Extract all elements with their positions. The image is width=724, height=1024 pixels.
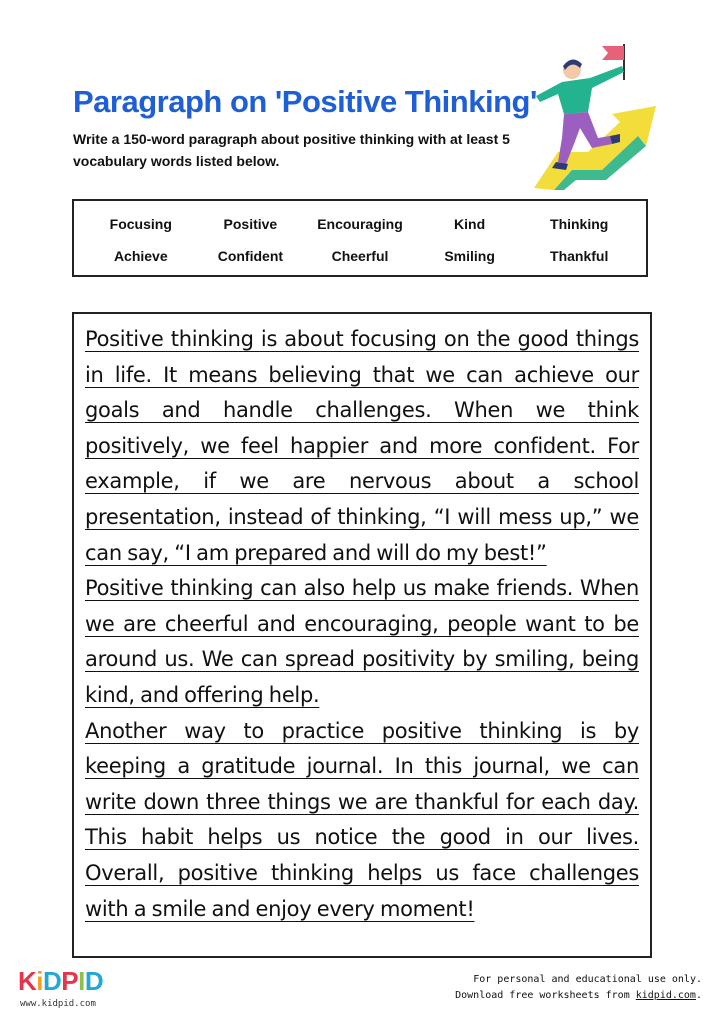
footer-line-2: Download free worksheets from kidpid.com. <box>455 990 702 1001</box>
vocab-word: Positive <box>223 216 278 232</box>
vocabulary-box <box>72 199 648 277</box>
paragraph: Another way to practice positive thinking is by keeping a gratitude journal. In this journal, we can write down three things we are thankful for each day. This habit helps us notice the good in our lives. Overall, positive thinking helps us face challenges with a smile and enjoy every moment! <box>85 718 639 921</box>
footer-note <box>455 972 702 1004</box>
paragraph-box <box>72 312 652 958</box>
instructions: Write a 150-word paragraph about positive thinking with at least 5 vocabulary words listed below. <box>73 131 510 169</box>
vocab-word: Encouraging <box>317 216 403 232</box>
website-text: www.kidpid.com <box>20 999 96 1009</box>
page-title: Paragraph on 'Positive Thinking' <box>73 84 537 119</box>
footer-link[interactable]: kidpid.com <box>635 990 696 1001</box>
footer-line-1: For personal and educational use only. <box>473 974 702 985</box>
vocab-word: Smiling <box>444 248 495 264</box>
paragraph: Positive thinking is about focusing on the good things in life. It means believing that we can achieve our goals and handle challenges. When we think positively, we feel happier and more confident. For example, if we are nervous about a school presentation, instead of thinking, “I will mess up,” we can say, “I am prepared and will do my best!” <box>85 327 639 565</box>
vocab-word: Achieve <box>113 248 168 264</box>
kidpid-logo: KiDPID <box>18 966 104 996</box>
vocab-word: Focusing <box>109 216 172 232</box>
vocab-word: Kind <box>454 216 486 232</box>
vocab-word: Confident <box>217 248 284 264</box>
vocab-word: Cheerful <box>331 248 389 264</box>
vocabulary-grid <box>74 201 646 267</box>
vocab-word: Thinking <box>550 216 609 232</box>
paragraph: Positive thinking can also help us make friends. When we are cheerful and encouraging, people want to be around us. We can spread positivity by smiling, being kind, and offering help. <box>85 576 639 707</box>
vocab-word: Thankful <box>550 248 609 264</box>
person-climbing-arrow-with-flag-icon <box>528 40 660 190</box>
